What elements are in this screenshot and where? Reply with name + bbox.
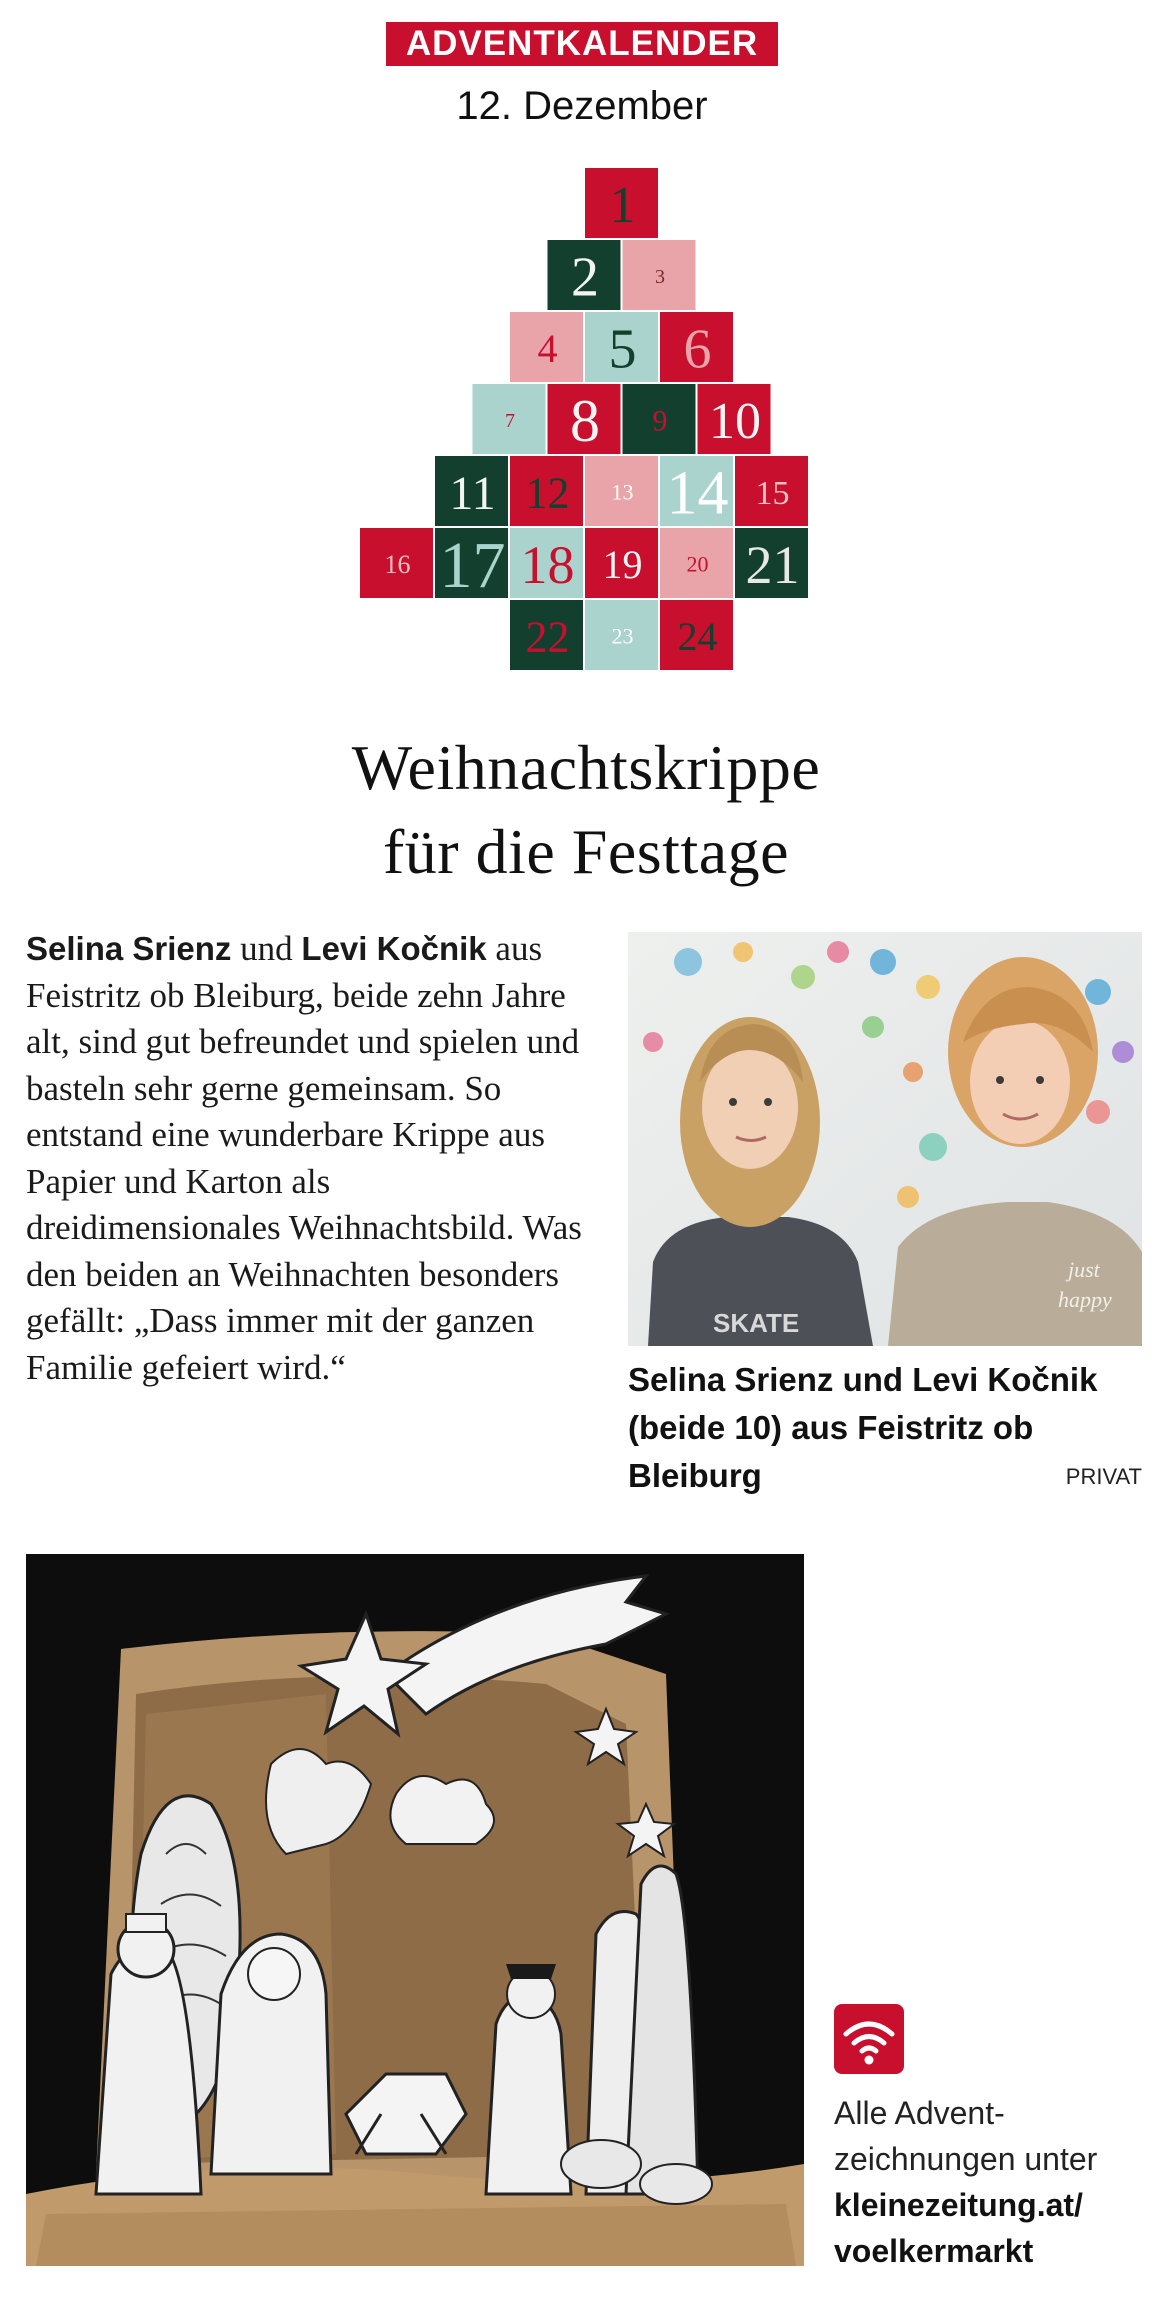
lead-text: aus Feistritz ob Bleiburg, beide zehn Jahre alt, sind gut befreundet und spielen und basteln sehr gerne gemeinsam. So entstand eine wunderbare Krippe aus Papier und Karton als dreidimensionales Weihnachtsbild. Was den beiden an Weihnachten besonders gefällt: „Dass immer mit der ganzen Familie gefeiert wird.“ <box>26 929 582 1387</box>
promo-text <box>834 2090 1164 2274</box>
photo-caption: Selina Srienz und Levi Kočnik (beide 10) aus Feistritz ob Bleiburg <box>628 1361 1098 1494</box>
lead-name-2: Levi Kočnik <box>301 930 487 967</box>
calendar-number: 20 <box>686 551 709 577</box>
calendar-number: 10 <box>709 393 761 451</box>
calendar-number: 17 <box>439 529 506 603</box>
calendar-number: 1 <box>609 177 636 235</box>
calendar-number: 4 <box>537 326 558 371</box>
calendar-number: 5 <box>608 318 637 381</box>
calendar-number: 14 <box>666 459 729 528</box>
calendar-number: 18 <box>520 534 575 595</box>
calendar-number: 19 <box>602 542 643 587</box>
children-photo <box>628 932 1142 1346</box>
wifi-icon[interactable] <box>834 2004 904 2074</box>
calendar-number: 12 <box>525 468 570 518</box>
calendar-number: 8 <box>570 388 600 454</box>
crib-photo <box>26 1554 804 2266</box>
calendar-number: 11 <box>449 466 496 520</box>
calendar-number: 9 <box>652 404 668 438</box>
photo-credit: PRIVAT <box>1065 1464 1142 1489</box>
calendar-number: 21 <box>745 534 800 595</box>
lead-connector: und <box>231 929 302 968</box>
shirt-print-right-2: happy <box>1058 1287 1112 1312</box>
promo-line-2: zeichnungen unter <box>834 2141 1098 2177</box>
lead-paragraph <box>26 926 586 1391</box>
shirt-print-right-1: just <box>1068 1257 1100 1282</box>
promo-line-1: Alle Advent- <box>834 2095 1005 2131</box>
calendar-number: 15 <box>755 474 790 512</box>
section-kicker: ADVENTKALENDER <box>386 22 778 66</box>
shirt-print-left: SKATE <box>713 1308 800 1338</box>
promo-link-1[interactable]: kleinezeitung.at/ <box>834 2187 1083 2223</box>
promo-link-2[interactable]: voelkermarkt <box>834 2233 1034 2269</box>
calendar-number: 22 <box>525 612 570 662</box>
calendar-number: 16 <box>384 550 411 580</box>
calendar-number: 3 <box>655 266 665 288</box>
headline <box>180 726 992 894</box>
calendar-number: 2 <box>571 246 599 309</box>
headline-line-1: Weihnachtskrippe <box>351 732 821 803</box>
calendar-number: 24 <box>677 614 718 659</box>
calendar-number: 23 <box>611 623 634 649</box>
calendar-number: 13 <box>611 479 634 505</box>
lead-name-1: Selina Srienz <box>26 930 232 967</box>
advent-calendar-tree <box>360 168 812 700</box>
calendar-number: 6 <box>683 318 712 381</box>
wifi-icon-glyph <box>834 2004 904 2074</box>
headline-line-2: für die Festtage <box>382 816 790 887</box>
issue-date: 12. Dezember <box>456 84 708 128</box>
calendar-number: 7 <box>505 410 515 432</box>
